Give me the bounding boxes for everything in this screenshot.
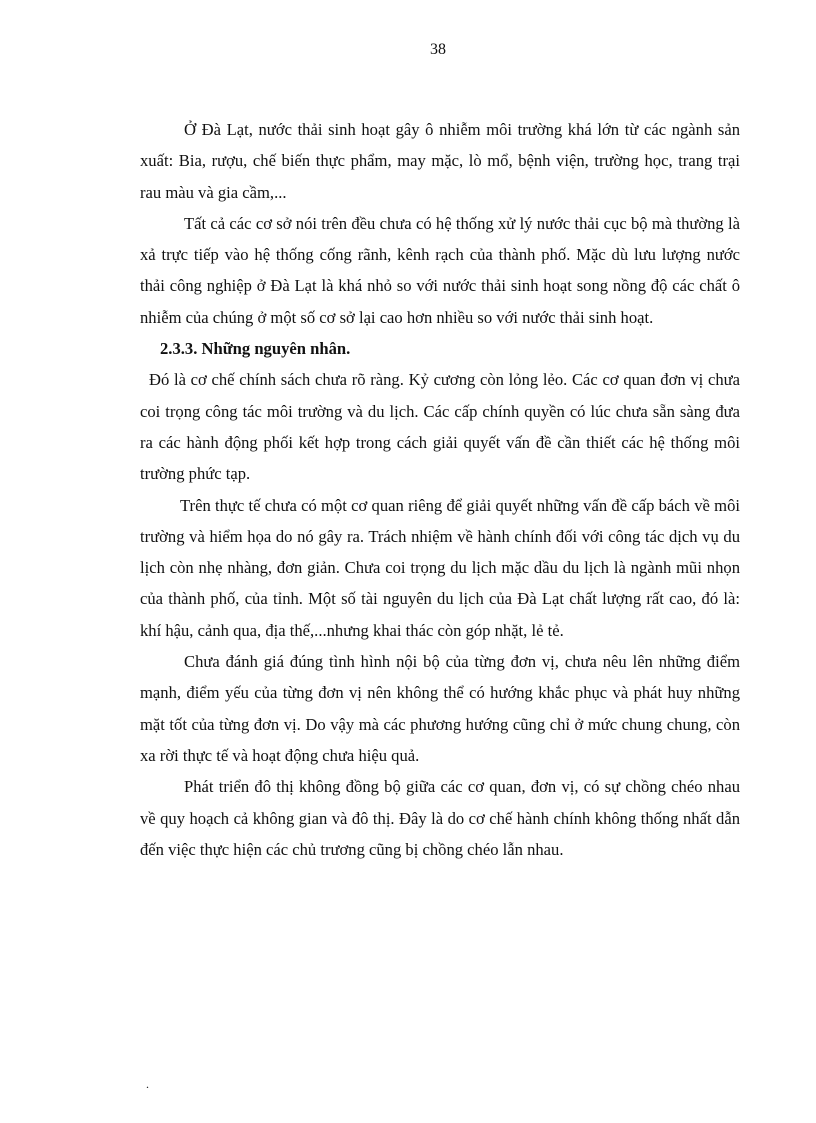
document-body — [140, 114, 740, 865]
paragraph-urban-development: Phát triển đô thị không đồng bộ giữa các cơ quan, đơn vị, có sự chồng chéo nhau về quy hoạch cả không gian và đô thị. Đây là do cơ chế hành chính không thống nhất dẫn đến việc thực hiện các chủ trương cũng bị chồng chéo lẫn nhau. — [140, 777, 740, 859]
paragraph-responsibility: Trên thực tế chưa có một cơ quan riêng để giải quyết những vấn đề cấp bách về môi trường và hiểm họa do nó gây ra. Trách nhiệm về hành chính đối với công tác dịch vụ du lịch còn nhẹ nhàng, đơn giản. Chưa coi trọng du lịch mặc dầu du lịch là ngành mũi nhọn của thành phố, của tỉnh. Một số tài nguyên du lịch của Đà Lạt chất lượng rất cao, đó là: khí hậu, cảnh qua, địa thế,...nhưng khai thác còn góp nhặt, lẻ tẻ. — [140, 495, 740, 640]
footer-mark: . — [146, 1077, 149, 1091]
paragraph-wastewater-sources: Ở Đà Lạt, nước thải sinh hoạt gây ô nhiễm môi trường khá lớn từ các ngành sản xuất: Bia, rượu, chế biến thực phẩm, may mặc, lò mổ, bệnh viện, trường học, trang trại rau màu và gia cầm,... — [140, 120, 740, 202]
paragraph-treatment-systems: Tất cả các cơ sở nói trên đều chưa có hệ thống xử lý nước thải cục bộ mà thường là xả trực tiếp vào hệ thống cống rãnh, kênh rạch của thành phố. Mặc dù lưu lượng nước thải công nghiệp ở Đà Lạt là khá nhỏ so với nước thải sinh hoạt song nồng độ các chất ô nhiễm của chúng ở một số cơ sở lại cao hơn nhiều so với nước thải sinh hoạt. — [140, 213, 740, 327]
paragraph-internal-assessment: Chưa đánh giá đúng tình hình nội bộ của từng đơn vị, chưa nêu lên những điểm mạnh, điểm yếu của từng đơn vị nên không thể có hướng khắc phục và phát huy những mặt tốt của từng đơn vị. Do vậy mà các phương hướng cũng chỉ ở mức chung chung, còn xa rời thực tế và hoạt động chưa hiệu quả. — [140, 652, 740, 765]
section-heading: 2.3.3. Những nguyên nhân. — [160, 339, 351, 359]
paragraph-policy-causes: Đó là cơ chế chính sách chưa rõ ràng. Kỷ cương còn lỏng lẻo. Các cơ quan đơn vị chưa coi trọng công tác môi trường và du lịch. Các cấp chính quyền có lúc chưa sẵn sàng đưa ra các hành động phối kết hợp trong cách giải quyết vấn đề cần thiết các hệ thống môi trường phức tạp. — [140, 370, 740, 484]
page-number: 38 — [430, 41, 446, 58]
